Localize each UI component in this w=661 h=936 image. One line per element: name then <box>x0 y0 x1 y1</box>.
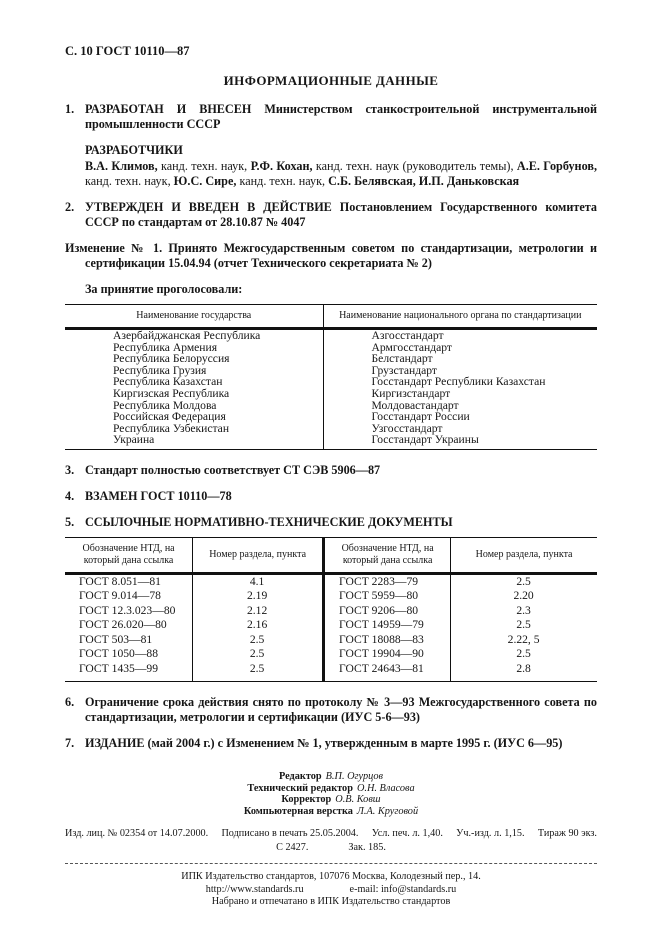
state-cell: Республика Армения <box>113 340 218 354</box>
gost-cell: ГОСТ 9206—80 <box>324 604 451 619</box>
item-number: 5. <box>65 514 75 529</box>
dashed-divider <box>65 863 597 864</box>
colophon-line <box>65 771 597 783</box>
colophon-role: Технический редактор <box>247 782 353 794</box>
imprint-segment: Изд. лиц. № 02354 от 14.07.2000. <box>65 828 209 840</box>
ref-table-row <box>65 589 597 604</box>
imprint-segment: Усл. печ. л. 1,40. <box>371 828 443 840</box>
ref-table-row <box>65 573 597 589</box>
section-cell: 2.5 <box>451 573 597 589</box>
section-developed <box>65 102 597 132</box>
item-text: УТВЕРЖДЕН И ВВЕДЕН В ДЕЙСТВИЕ Постановлением Государственного комитета СССР по стандартам от 28.10.87 № 4047 <box>85 200 597 229</box>
item-number: 2. <box>65 200 75 214</box>
section-cell: 2.12 <box>193 604 324 619</box>
state-cell: Азербайджанская Республика <box>113 329 261 342</box>
vote-table-header-org: Наименование национального органа по стандартизации <box>323 305 597 329</box>
state-cell: Республика Узбекистан <box>113 421 230 435</box>
colophon-role: Редактор <box>278 771 322 783</box>
page-header: С. 10 ГОСТ 10110—87 <box>65 44 190 58</box>
gost-cell: ГОСТ 1050—88 <box>79 647 159 661</box>
vote-table <box>65 304 597 450</box>
colophon-role: Компьютерная верстка <box>243 805 353 817</box>
section-cell: 2.5 <box>193 647 324 662</box>
org-cell: Узгосстандарт <box>323 423 597 435</box>
section-cell: 2.8 <box>451 662 597 682</box>
state-cell: Республика Казахстан <box>113 375 223 389</box>
colophon-name: О.В. Ковш <box>335 794 381 806</box>
imprint-segment: С 2427. <box>276 842 309 854</box>
gost-cell: ГОСТ 14959—79 <box>324 618 451 633</box>
vote-heading: За принятие проголосовали: <box>85 282 243 296</box>
colophon-line <box>65 794 597 806</box>
imprint-segment: Уч.-изд. л. 1,15. <box>456 828 525 840</box>
colophon-role: Корректор <box>281 794 332 806</box>
developer-segment: В.А. Климов, <box>85 159 158 173</box>
colophon-name: Л.А. Круговой <box>356 805 419 817</box>
colophon-line <box>65 783 597 795</box>
org-cell: Киргизстандарт <box>323 388 597 400</box>
imprint-segment: Подписано в печать 25.05.2004. <box>221 828 359 840</box>
gost-cell: ГОСТ 12.3.023—80 <box>79 603 176 617</box>
publisher-website: http://www.standards.ru <box>205 883 304 895</box>
developer-segment: канд. техн. наук (руководитель темы), <box>312 159 517 173</box>
org-cell: Молдовастандарт <box>323 400 597 412</box>
org-cell: Армгосстандарт <box>323 342 597 354</box>
section-approved <box>65 200 597 230</box>
section-cell: 2.5 <box>193 662 324 682</box>
section-cell: 2.3 <box>451 604 597 619</box>
item-number: 6. <box>65 695 75 710</box>
section-references <box>65 515 597 530</box>
section-replaces <box>65 489 597 504</box>
state-cell: Республика Грузия <box>113 363 207 377</box>
section-cell: 2.5 <box>451 618 597 633</box>
gost-cell: ГОСТ 18088—83 <box>324 633 451 648</box>
gost-cell: ГОСТ 503—81 <box>79 632 153 646</box>
doc-title: ИНФОРМАЦИОННЫЕ ДАННЫЕ <box>223 73 439 88</box>
imprint-segment: Зак. 185. <box>348 842 386 854</box>
ref-table-header-row <box>65 537 597 573</box>
developer-segment: Р.Ф. Кохан, <box>250 159 313 173</box>
ref-header-ntd-left: Обозначение НТД, на который дана ссылка <box>65 537 193 573</box>
vote-table-header-row <box>65 305 597 329</box>
gost-cell: ГОСТ 1435—99 <box>79 661 159 675</box>
amendment-paragraph: Изменение № 1. Принято Межгосударственным советом по стандартизации, метрологии и сертификации 15.04.94 (отчет Технического секретариата № 2) <box>65 241 597 270</box>
section-conformity <box>65 463 597 478</box>
section-edition <box>65 736 597 751</box>
publisher-address: ИПК Издательство стандартов, 107076 Москва, Колодезный пер., 14. <box>181 871 481 883</box>
section-cell: 2.19 <box>193 589 324 604</box>
imprint-segment: Тираж 90 экз. <box>537 828 597 840</box>
org-cell: Белстандарт <box>323 353 597 365</box>
gost-cell: ГОСТ 8.051—81 <box>79 574 161 588</box>
gost-cell: ГОСТ 24643—81 <box>324 662 451 682</box>
ref-table-row <box>65 604 597 619</box>
ref-table-row <box>65 647 597 662</box>
colophon <box>65 771 597 817</box>
colophon-name: В.П. Огурцов <box>325 771 384 783</box>
item-text: ВЗАМЕН ГОСТ 10110—78 <box>85 488 232 503</box>
state-cell: Республика Молдова <box>113 398 217 412</box>
ref-header-ntd-right: Обозначение НТД, на который дана ссылка <box>324 537 451 573</box>
state-cell: Российская Федерация <box>113 410 226 424</box>
colophon-line <box>65 806 597 818</box>
section-cell: 2.20 <box>451 589 597 604</box>
vote-table-header-state: Наименование государства <box>65 305 323 329</box>
colophon-name: О.Н. Власова <box>356 782 415 794</box>
section-cell: 2.5 <box>451 647 597 662</box>
publisher-block <box>65 871 597 909</box>
org-cell: Грузстандарт <box>323 365 597 377</box>
item-text: ИЗДАНИЕ (май 2004 г.) с Изменением № 1, утвержденным в марте 1995 г. (ИУС 6—95) <box>85 736 563 751</box>
gost-cell: ГОСТ 26.020—80 <box>79 618 167 632</box>
vote-table-row <box>65 388 597 400</box>
item-text: ССЫЛОЧНЫЕ НОРМАТИВНО-ТЕХНИЧЕСКИЕ ДОКУМЕНТЫ <box>85 514 453 529</box>
developer-segment: А.Е. Горбунов, <box>516 159 597 173</box>
ref-header-section-left: Номер раздела, пункта <box>193 537 324 573</box>
section-validity <box>65 695 597 725</box>
gost-cell: ГОСТ 5959—80 <box>324 589 451 604</box>
section-cell: 4.1 <box>193 573 324 589</box>
developers-heading: РАЗРАБОТЧИКИ <box>85 143 183 157</box>
gost-cell: ГОСТ 2283—79 <box>324 573 451 589</box>
item-number: 4. <box>65 488 75 503</box>
item-text: Ограничение срока действия снято по протоколу № 3—93 Межгосударственного совета по стандартизации, метрологии и сертификации (ИУС 5-6—93) <box>85 695 597 725</box>
section-cell: 2.16 <box>193 618 324 633</box>
ref-table-row <box>65 618 597 633</box>
developer-segment: канд. техн. наук, <box>157 159 251 173</box>
developer-segment: канд. техн. наук, <box>85 174 174 188</box>
publisher-email: e-mail: info@standards.ru <box>349 883 457 895</box>
developer-segment: канд. техн. наук, <box>236 174 329 188</box>
gost-cell: ГОСТ 9.014—78 <box>79 589 161 603</box>
item-text: Стандарт полностью соответствует СТ СЭВ 5906—87 <box>85 462 381 477</box>
ref-table-row <box>65 633 597 648</box>
vote-table-row <box>65 434 597 449</box>
publisher-contacts <box>65 884 597 897</box>
imprint-line-1 <box>65 828 597 840</box>
gost-cell: ГОСТ 19904—90 <box>324 647 451 662</box>
state-cell: Украина <box>113 433 155 447</box>
ref-table-row <box>65 662 597 682</box>
section-cell: 2.22, 5 <box>451 633 597 648</box>
developer-segment: С.Б. Белявская, И.П. Даньковская <box>328 174 520 188</box>
item-text: РАЗРАБОТАН И ВНЕСЕН Министерством станкостроительной инструментальной промышленности СССР <box>85 102 597 131</box>
org-cell: Госстандарт России <box>323 411 597 423</box>
state-cell: Киргизская Республика <box>113 386 230 400</box>
org-cell: Госстандарт Республики Казахстан <box>323 376 597 388</box>
ref-header-section-right: Номер раздела, пункта <box>451 537 597 573</box>
vote-table-row <box>65 329 597 342</box>
developers-paragraph <box>85 159 597 189</box>
section-cell: 2.5 <box>193 633 324 648</box>
publisher-printed-note: Набрано и отпечатано в ИПК Издательство стандартов <box>211 896 451 908</box>
item-number: 7. <box>65 736 75 751</box>
imprint-line-2 <box>65 842 597 854</box>
item-number: 1. <box>65 102 75 116</box>
vote-table-row <box>65 411 597 423</box>
org-cell: Азгосстандарт <box>323 329 597 342</box>
org-cell: Госстандарт Украины <box>323 434 597 449</box>
item-number: 3. <box>65 462 75 477</box>
references-table <box>65 537 597 683</box>
state-cell: Республика Белоруссия <box>113 352 230 366</box>
developer-segment: Ю.С. Сире, <box>173 174 237 188</box>
